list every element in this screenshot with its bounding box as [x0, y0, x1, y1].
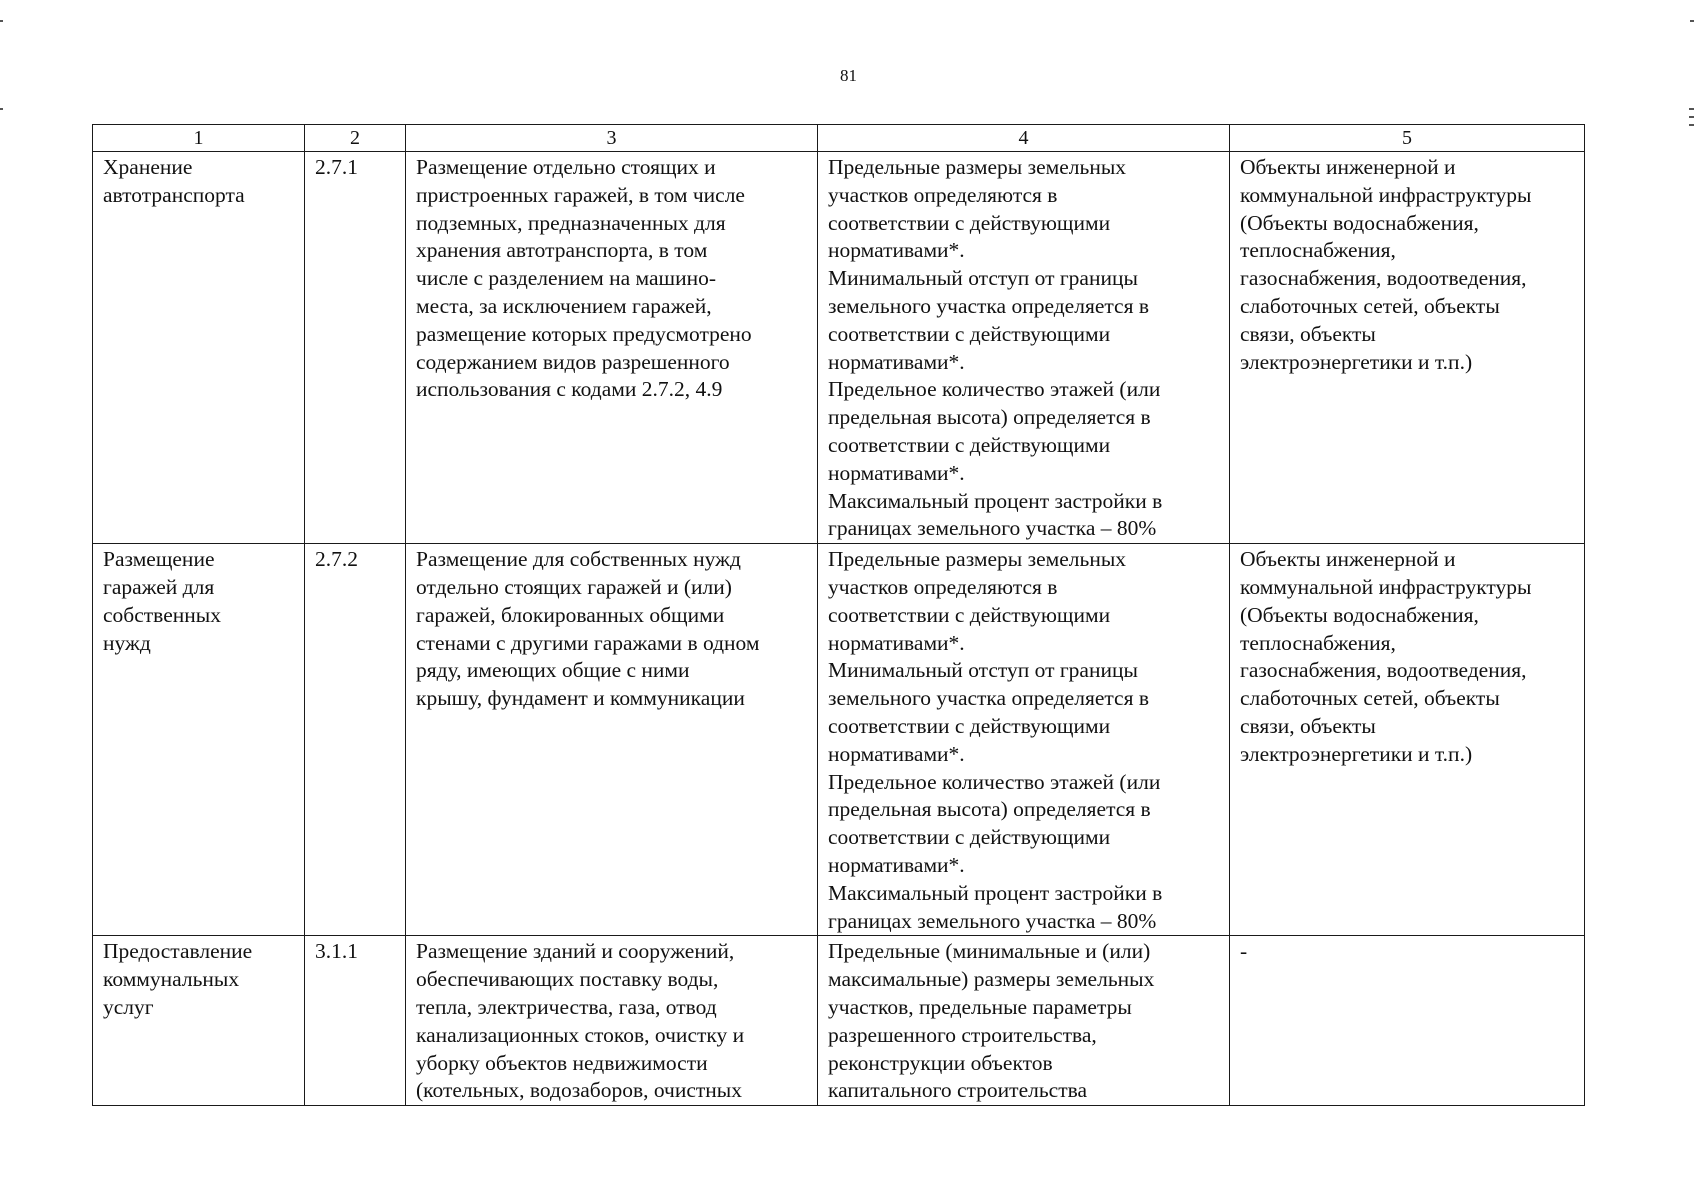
objects-cell: Объекты инженерной и коммунальной инфраструктуры (Объекты водоснабжения, теплоснабжения, газоснабжения, водоотведения, слаботочных сетей, объекты связи, объекты электроэнергетики и т.п.) [1230, 544, 1585, 936]
parameters-cell: Предельные (минимальные и (или) максимальные) размеры земельных участков, предельные параметры разрешенного строительства, реконструкции объектов капитального строительства [818, 936, 1230, 1106]
right-margin-mark [1689, 116, 1694, 118]
objects-cell: Объекты инженерной и коммунальной инфраструктуры (Объекты водоснабжения, теплоснабжения, газоснабжения, водоотведения, слаботочных сетей, объекты связи, объекты электроэнергетики и т.п.) [1230, 152, 1585, 544]
right-margin-mark [1690, 20, 1694, 22]
right-margin-mark [1689, 108, 1694, 110]
column-header: 5 [1230, 125, 1585, 152]
use-name-cell: Размещение гаражей для собственных нужд [93, 544, 305, 936]
column-header: 2 [305, 125, 406, 152]
use-name-cell: Предоставление коммунальных услуг [93, 936, 305, 1106]
left-margin-mark [0, 108, 3, 110]
column-header: 4 [818, 125, 1230, 152]
use-description-cell: Размещение отдельно стоящих и пристроенных гаражей, в том числе подземных, предназначенных для хранения автотранспорта, в том числе с разделением на машино- места, за исключением гаражей, размещение которых предусмотрено содержанием видов разрешенного использования с кодами 2.7.2, 4.9 [406, 152, 818, 544]
use-code-cell: 2.7.2 [305, 544, 406, 936]
use-code-cell: 2.7.1 [305, 152, 406, 544]
parameters-cell: Предельные размеры земельных участков определяются в соответствии с действующими нормативами*. Минимальный отступ от границы земельного участка определяется в соответствии с действующими нормативами*. Предельное количество этажей (или предельная высота) определяется в соответствии с действующими нормативами*. Максимальный процент застройки в границах земельного участка – 80% [818, 152, 1230, 544]
column-header: 3 [406, 125, 818, 152]
left-margin-mark [0, 20, 3, 22]
page-number: 81 [840, 66, 857, 85]
right-margin-mark [1689, 124, 1694, 126]
parameters-cell: Предельные размеры земельных участков определяются в соответствии с действующими нормативами*. Минимальный отступ от границы земельного участка определяется в соответствии с действующими нормативами*. Предельное количество этажей (или предельная высота) определяется в соответствии с действующими нормативами*. Максимальный процент застройки в границах земельного участка – 80% [818, 544, 1230, 936]
use-code-cell: 3.1.1 [305, 936, 406, 1106]
column-header: 1 [93, 125, 305, 152]
land-use-table [92, 124, 1585, 1106]
use-description-cell: Размещение зданий и сооружений, обеспечивающих поставку воды, тепла, электричества, газа, отвод канализационных стоков, очистку и уборку объектов недвижимости (котельных, водозаборов, очистных [406, 936, 818, 1106]
table-header-row [93, 125, 1585, 152]
use-description-cell: Размещение для собственных нужд отдельно стоящих гаражей и (или) гаражей, блокированных общими стенами с другими гаражами в одном ряду, имеющих общие с ними крышу, фундамент и коммуникации [406, 544, 818, 936]
table-row [93, 152, 1585, 544]
objects-cell: - [1230, 936, 1585, 1106]
table-row [93, 936, 1585, 1106]
use-name-cell: Хранение автотранспорта [93, 152, 305, 544]
table-row [93, 544, 1585, 936]
